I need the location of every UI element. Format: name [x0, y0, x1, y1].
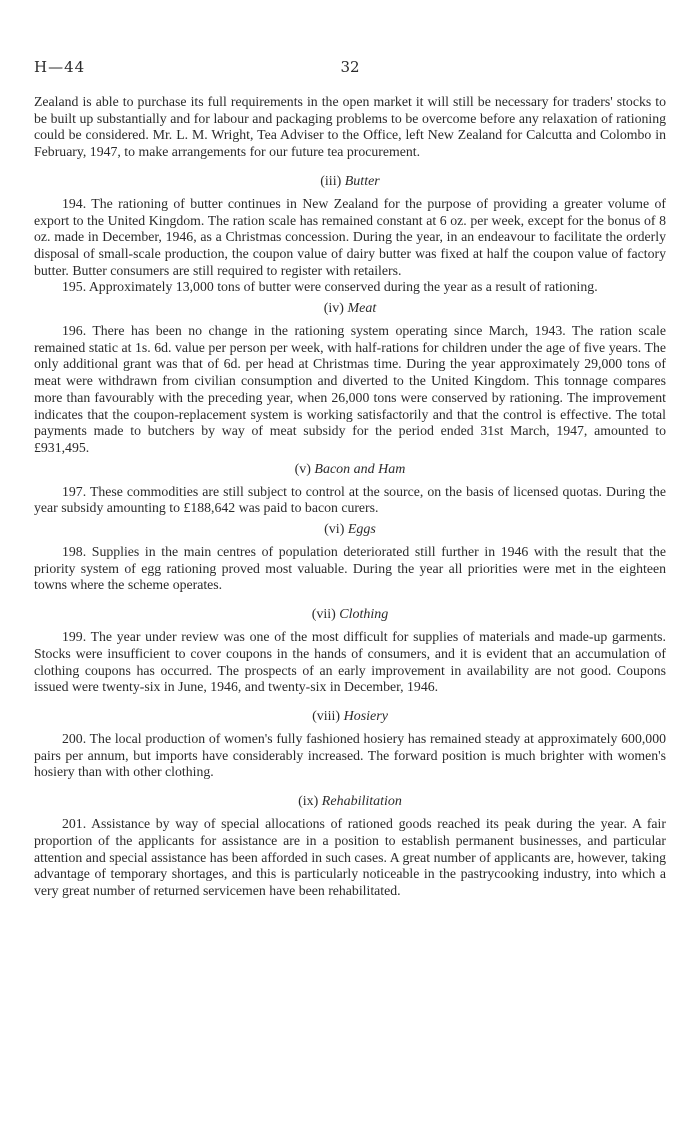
- page-header: [34, 58, 666, 80]
- section-number: (vii): [311, 607, 336, 623]
- paragraph-196: 196. There has been no change in the rationing system operating since March, 1943. The ration scale remained static at 1s. 6d. value per person per week, with half-rations for children under the age of five years. The only additional grant was that of 6d. per head at Christmas time. During the year approximately 29,000 tons of meat were withdrawn from civilian consumption and diverted to the United Kingdom. This tonnage compares more than favourably with the preceding year, when 26,000 tons were conserved by rationing. The improvement indicates that the coupon-replacement system is working satisfactorily and that the control is effective. The total payments made to butchers by way of meat subsidy for the period ended 31st March, 1947, amounted to £931,495.: [34, 323, 666, 455]
- section-number: (v): [294, 461, 311, 477]
- section-number: (iv): [323, 301, 344, 317]
- paragraph-201: 201. Assistance by way of special allocations of rationed goods reached its peak during the year. A fair proportion of the applicants for assistance are in a position to establish permanent businesses, and particular attention and special assistance has been afforded in such cases. A great number of applicants are, however, taking advantage of temporary shortages, and this is particularly noticeable in the pastrycooking industry, into which a very great number of returned servicemen have been rehabilitated.: [34, 816, 666, 898]
- section-heading-rehabilitation: [34, 793, 666, 810]
- paragraph-195: 195. Approximately 13,000 tons of butter were conserved during the year as a result of rationing.: [62, 279, 598, 295]
- section-title: Bacon and Ham: [314, 461, 406, 477]
- paragraph-200: 200. The local production of women's fully fashioned hosiery has remained steady at approximately 600,000 pairs per annum, but imports have considerably increased. The forward position is much brighter with women's hosiery than with other clothing.: [34, 730, 666, 780]
- paragraph-199: 199. The year under review was one of the most difficult for supplies of materials and made-up garments. Stocks were insufficient to cover coupons in the hands of consumers, and it is evident that an accumulation of clothing coupons has occurred. The prospects of an early improvement in availability are not good. Coupons issued were twenty-six in June, 1946, and twenty-six in December, 1946.: [34, 629, 666, 695]
- section-number: (vi): [324, 522, 345, 538]
- paragraph-194: 194. The rationing of butter continues in New Zealand for the purpose of providing a greater volume of export to the United Kingdom. The ration scale has remained constant at 6 oz. per week, except for the bonus of 8 oz. made in December, 1946, as a Christmas concession. During the year, in an endeavour to facilitate the orderly disposal of small-scale production, the coupon value of dairy butter was fixed at half the coupon value of factory butter. Butter consumers are still required to register with retailers.: [34, 195, 666, 278]
- section-heading-butter: [34, 173, 666, 190]
- document-reference: H—44: [34, 58, 86, 76]
- paragraph-197: 197. These commodities are still subject to control at the source, on the basis of licensed quotas. During the year subsidy amounting to £188,642 was paid to bacon curers.: [34, 483, 666, 516]
- document-page: [34, 58, 666, 900]
- section-title: Meat: [347, 301, 377, 317]
- section-heading-hosiery: [34, 708, 666, 725]
- section-heading-clothing: [34, 606, 666, 623]
- section-number: (viii): [312, 708, 341, 724]
- paragraph-198: 198. Supplies in the main centres of population deteriorated still further in 1946 with the result that the priority system of egg rationing proved most valuable. During the year all priorities were met in the eighteen towns where the scheme operates.: [34, 544, 666, 593]
- section-title: Hosiery: [343, 708, 388, 724]
- section-title: Butter: [344, 173, 380, 189]
- section-title: Clothing: [339, 607, 389, 623]
- section-heading-bacon-and-ham: [34, 461, 666, 478]
- section-number: (iii): [320, 173, 342, 189]
- page-number: 32: [340, 58, 360, 76]
- section-number: (ix): [298, 794, 319, 810]
- section-heading-meat: [34, 300, 666, 317]
- section-heading-eggs: [34, 521, 666, 538]
- intro-paragraph: Zealand is able to purchase its full requirements in the open market it will still be necessary for traders' stocks to be built up substantially and for labour and packaging problems to be overcome before any relaxation of rationing could be considered. Mr. L. M. Wright, Tea Adviser to the Office, left New Zealand for Calcutta and Colombo in February, 1947, to make arrangements for our future tea procurement.: [34, 94, 666, 160]
- section-title: Rehabilitation: [321, 794, 402, 810]
- section-title: Eggs: [347, 522, 376, 538]
